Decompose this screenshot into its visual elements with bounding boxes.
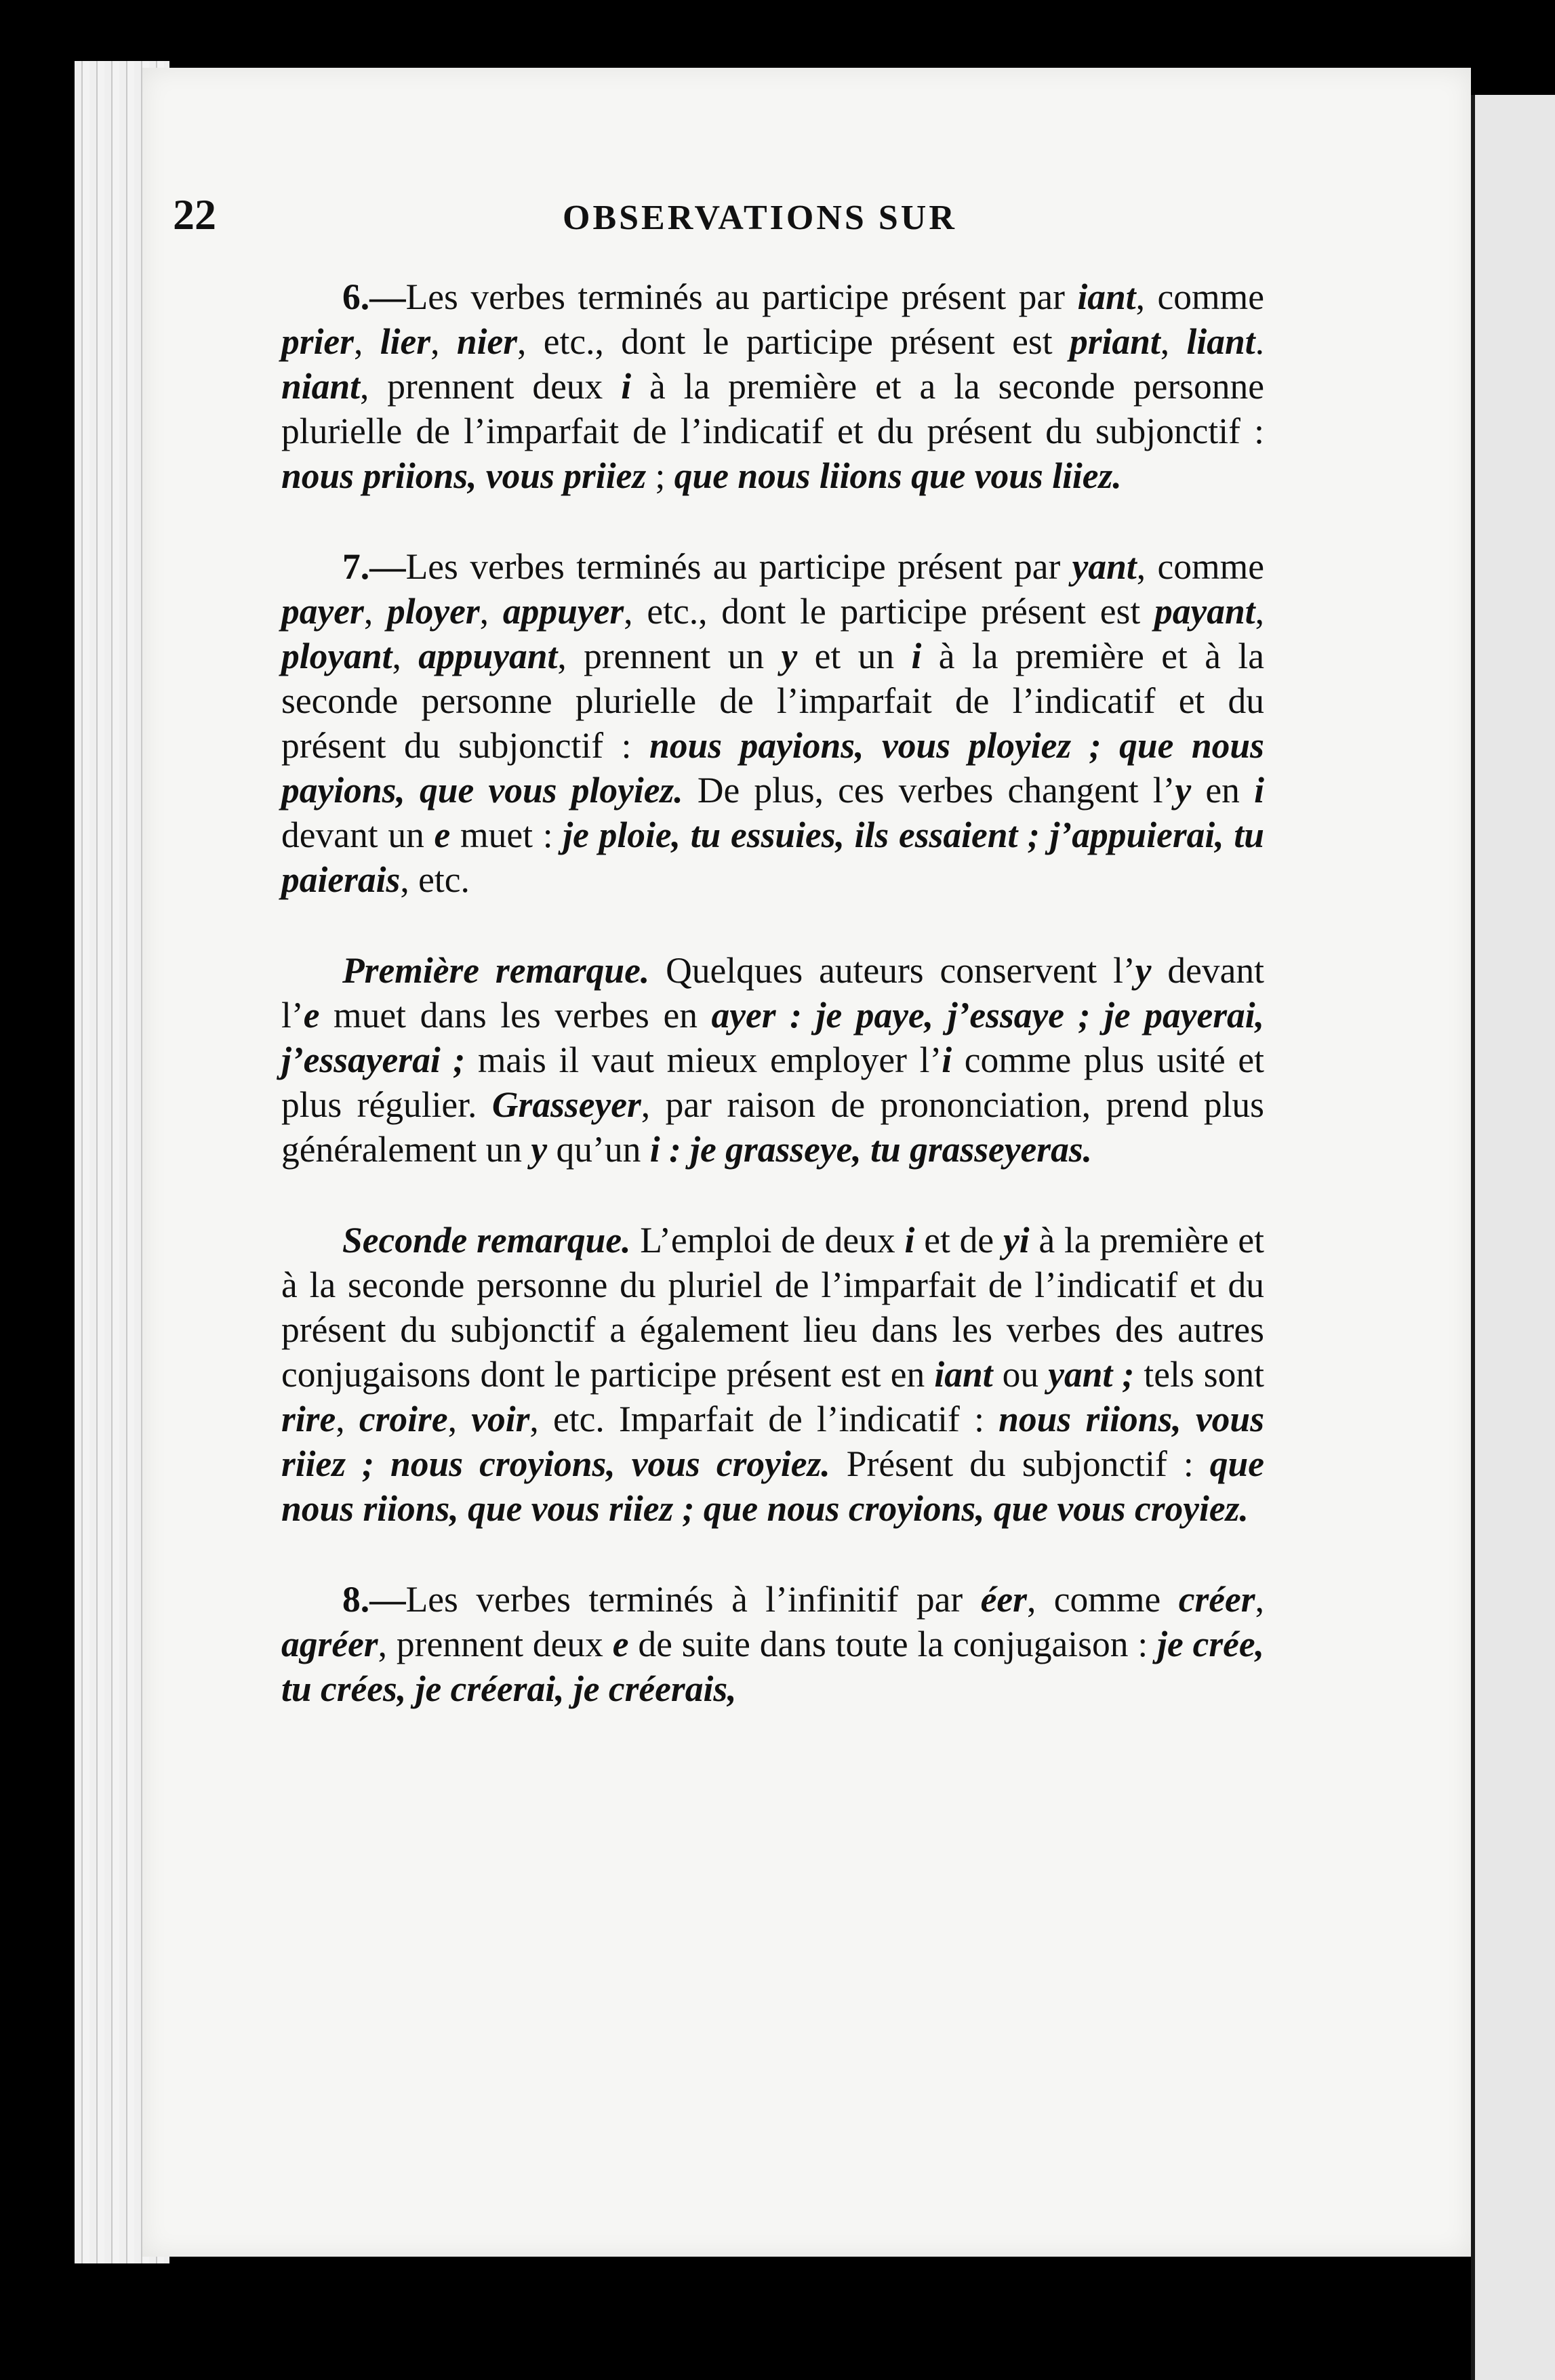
italic-text: y xyxy=(531,1129,548,1170)
text-run: , xyxy=(1255,591,1264,632)
italic-text: iant xyxy=(934,1354,993,1395)
text-run: ; xyxy=(646,455,674,496)
paragraph xyxy=(281,1577,1264,1711)
italic-text: i : je grasseye, tu grasseyeras. xyxy=(649,1129,1093,1170)
paragraph xyxy=(281,544,1264,902)
text-run: , xyxy=(363,591,387,632)
text-run: , xyxy=(447,1399,472,1439)
text-run: , etc., dont le participe présent est xyxy=(517,321,1070,362)
italic-text: e xyxy=(434,815,451,855)
text-run: et un xyxy=(797,636,912,676)
italic-text: je ploie, tu essuies, ils essaient ; j’appuierai, tu paierais xyxy=(281,815,1264,900)
italic-text: i xyxy=(904,1220,915,1260)
italic-text: liant xyxy=(1186,321,1255,362)
text-run: à la première et a la seconde personne plurielle de l’imparfait de l’indicatif et du présent du subjonctif : xyxy=(281,366,1265,451)
text-run: , xyxy=(1255,1579,1264,1620)
text-run: Présent du subjonctif : xyxy=(830,1443,1210,1484)
italic-text: je crée, tu crées, je créerai, je créerais, xyxy=(281,1624,1265,1709)
text-run: L’emploi de deux xyxy=(630,1220,905,1260)
italic-text: appuyant xyxy=(418,636,558,676)
italic-text: priant xyxy=(1069,321,1160,362)
text-run: , etc., dont le participe présent est xyxy=(624,591,1154,632)
text-run: et de xyxy=(914,1220,1003,1260)
italic-text: nous priions, vous priiez xyxy=(281,455,647,496)
italic-text: i xyxy=(911,636,922,676)
italic-text: yi xyxy=(1003,1220,1030,1260)
text-run: qu’un xyxy=(547,1129,650,1170)
text-run: Les verbes terminés à l’infinitif par xyxy=(405,1579,981,1620)
text-run: à la première et à la seconde personne plurielle de l’imparfait de l’indicatif et du présent du subjonctif : xyxy=(281,636,1264,766)
text-run: , etc. Imparfait de l’indicatif : xyxy=(529,1399,999,1439)
text-run: , etc. xyxy=(400,859,470,900)
text-run: devant un xyxy=(281,815,435,855)
remark-heading: Première remarque. xyxy=(342,950,650,991)
body-text xyxy=(281,274,1264,1711)
text-run: , comme xyxy=(1136,546,1264,587)
italic-text: payant xyxy=(1154,591,1255,632)
text-run: , prennent un xyxy=(557,636,782,676)
text-run: muet : xyxy=(450,815,563,855)
italic-text: y xyxy=(1175,770,1192,811)
italic-text: nous payions, vous ployiez ; que nous payions, que vous ployiez. xyxy=(281,725,1264,811)
text-run: tels sont xyxy=(1134,1354,1264,1395)
italic-text: ayer : je paye, j’essaye ; je payerai, j’essayerai ; xyxy=(281,995,1265,1080)
italic-text: payer xyxy=(281,591,364,632)
italic-text: nier xyxy=(456,321,518,362)
italic-text: rire xyxy=(281,1399,336,1439)
text-run: Les verbes terminés au participe présent par xyxy=(405,276,1078,317)
text-run: , xyxy=(336,1399,359,1439)
section-number: 8.— xyxy=(342,1579,406,1620)
italic-text: prier xyxy=(281,321,354,362)
italic-text: i xyxy=(942,1040,952,1080)
text-run: Les verbes terminés au participe présent par xyxy=(405,546,1072,587)
text-run: De plus, ces verbes changent l’ xyxy=(683,770,1175,811)
text-run: à la première et à la seconde personne du pluriel de l’imparfait de l’indicatif et du présent du subjonctif a également lieu dans les verbes des autres conjugaisons dont le participe présent est en xyxy=(281,1220,1265,1395)
text-run: de suite dans toute la conjugaison : xyxy=(628,1624,1158,1664)
italic-text: y xyxy=(1135,950,1152,991)
remark-heading: Seconde remarque. xyxy=(342,1220,631,1260)
italic-text: yant xyxy=(1072,546,1137,587)
paragraph xyxy=(281,948,1264,1172)
text-run: , xyxy=(430,321,457,362)
italic-text: créer xyxy=(1178,1579,1255,1620)
italic-text: e xyxy=(612,1624,629,1664)
text-run: , xyxy=(479,591,503,632)
text-run: devant l’ xyxy=(281,950,1264,1035)
italic-text: Grasseyer xyxy=(491,1084,641,1125)
running-title: OBSERVATIONS SUR xyxy=(563,199,957,237)
italic-text: que nous liions que vous liiez. xyxy=(674,455,1122,496)
italic-text: voir xyxy=(471,1399,530,1439)
text-run: ou xyxy=(992,1354,1049,1395)
text-run: , comme xyxy=(1135,276,1264,317)
text-run: , xyxy=(1160,321,1187,362)
text-run: , prennent deux xyxy=(360,366,622,407)
paragraph xyxy=(281,274,1264,498)
italic-text: i xyxy=(1254,770,1264,811)
italic-text: éer xyxy=(980,1579,1027,1620)
italic-text: e xyxy=(303,995,320,1035)
text-run: , comme xyxy=(1026,1579,1179,1620)
text-run: , xyxy=(392,636,419,676)
paragraph xyxy=(281,1218,1264,1531)
text-run: muet dans les verbes en xyxy=(319,995,712,1035)
italic-text: agréer xyxy=(281,1624,378,1664)
italic-text: niant xyxy=(281,366,360,407)
text-run: , par raison de prononciation, prend plus généralement un xyxy=(281,1084,1264,1170)
text-run: . xyxy=(1255,321,1265,362)
page-number: 22 xyxy=(173,190,216,239)
italic-text: ployer xyxy=(386,591,480,632)
italic-text: iant xyxy=(1077,276,1136,317)
italic-text: yant ; xyxy=(1048,1354,1135,1395)
section-number: 6.— xyxy=(342,276,406,317)
italic-text: croire xyxy=(359,1399,448,1439)
text-run: , prennent deux xyxy=(378,1624,613,1664)
italic-text: appuyer xyxy=(502,591,624,632)
text-run: mais il vaut mieux employer l’ xyxy=(465,1040,942,1080)
italic-text: i xyxy=(621,366,632,407)
section-number: 7.— xyxy=(342,546,406,587)
text-run: , xyxy=(354,321,380,362)
text-run: Quelques auteurs conservent l’ xyxy=(649,950,1135,991)
italic-text: lier xyxy=(380,321,431,362)
italic-text: que nous riions, que vous riiez ; que nous croyions, que vous croyiez. xyxy=(281,1443,1264,1529)
text-run: comme plus usité et plus régulier. xyxy=(281,1040,1264,1125)
adjacent-page-edge xyxy=(1471,95,1555,2380)
italic-text: y xyxy=(781,636,798,676)
italic-text: ployant xyxy=(281,636,392,676)
italic-text: nous riions, vous riiez ; nous croyions, vous croyiez. xyxy=(281,1399,1265,1484)
text-run: en xyxy=(1191,770,1255,811)
